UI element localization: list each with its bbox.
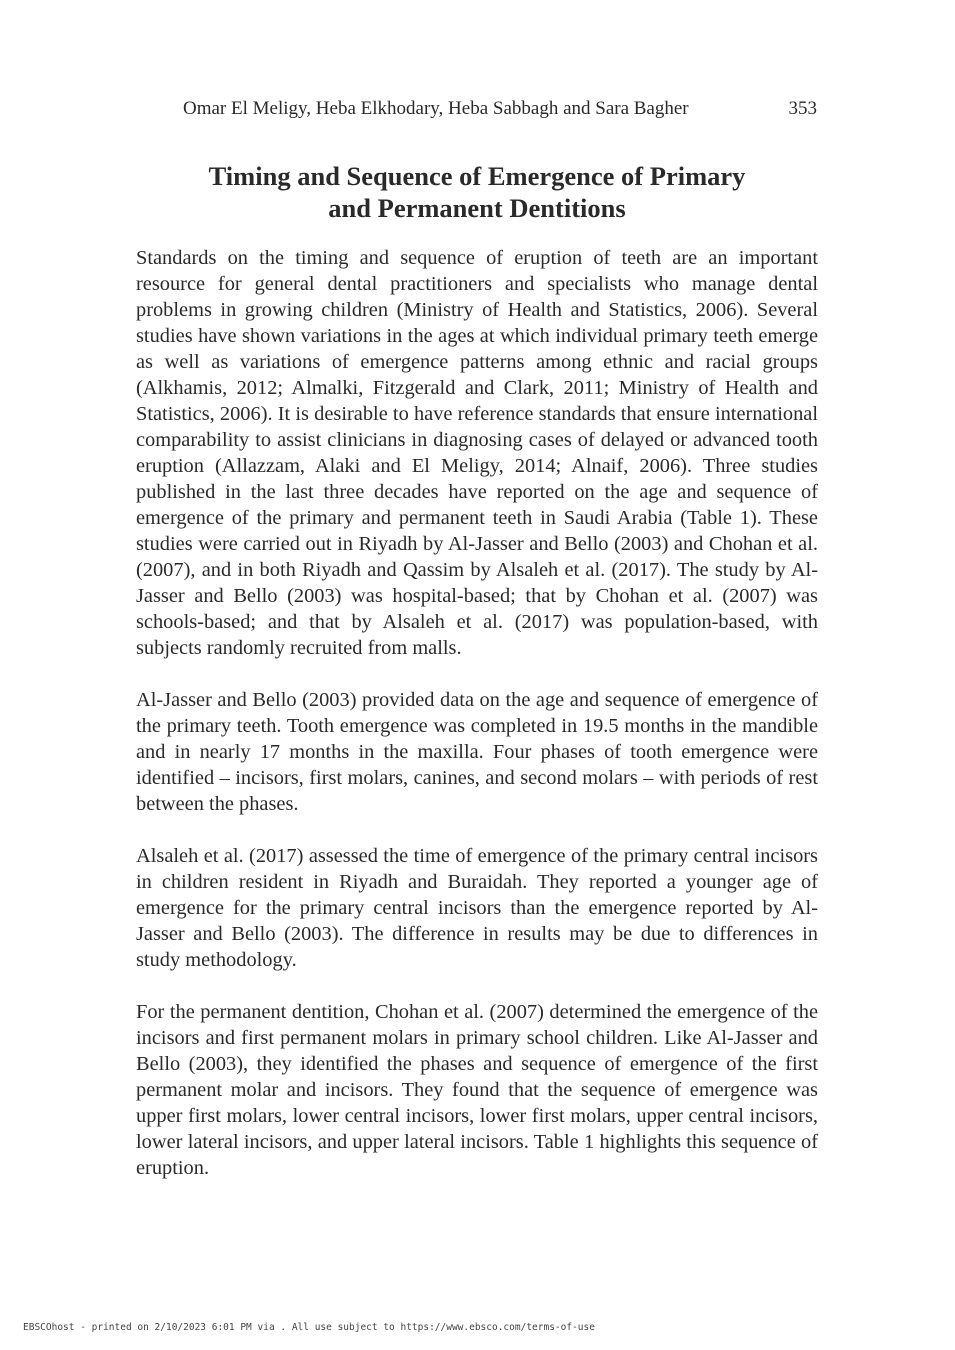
paragraph-2: Al-Jasser and Bello (2003) provided data on the age and sequence of emergence of the primary teeth. Tooth emergence was completed in 19.5 months in the mandible and in nearly 17 months in the maxilla. Four phases of tooth emergence were identified – incisors, first molars, canines, and second molars – with periods of rest between the phases. <box>136 689 818 815</box>
running-head-authors: Omar El Meligy, Heba Elkhodary, Heba Sabbagh and Sara Bagher <box>183 98 689 119</box>
section-title-line-1: Timing and Sequence of Emergence of Primary <box>208 161 746 191</box>
print-footer: EBSCOhost - printed on 2/10/2023 6:01 PM via . All use subject to https://www.ebsco.com/terms-of-use <box>23 1322 595 1333</box>
paragraph-3: Alsaleh et al. (2017) assessed the time of emergence of the primary central incisors in children resident in Riyadh and Buraidah. They reported a younger age of emergence for the primary central incisors than the emergence reported by Al-Jasser and Bello (2003). The difference in results may be due to differences in study methodology. <box>136 845 818 971</box>
body-text <box>136 245 818 1207</box>
page-number: 353 <box>788 98 817 119</box>
section-title-line-2: and Permanent Dentitions <box>328 193 626 223</box>
paragraph-1: Standards on the timing and sequence of eruption of teeth are an important resource for general dental practitioners and specialists who manage dental problems in growing children (Ministry of Health and Statistics, 2006). Several studies have shown variations in the ages at which individual primary teeth emerge as well as variations of emergence patterns among ethnic and racial groups (Alkhamis, 2012; Almalki, Fitzgerald and Clark, 2011; Ministry of Health and Statistics, 2006). It is desirable to have reference standards that ensure international comparability to assist clinicians in diagnosing cases of delayed or advanced tooth eruption (Allazzam, Alaki and El Meligy, 2014; Alnaif, 2006). Three studies published in the last three decades have reported on the age and sequence of emergence of the primary and permanent teeth in Saudi Arabia (Table 1). These studies were carried out in Riyadh by Al-Jasser and Bello (2003) and Chohan et al. (2007), and in both Riyadh and Qassim by Alsaleh et al. (2017). The study by Al-Jasser and Bello (2003) was hospital-based; that by Chohan et al. (2007) was schools-based; and that by Alsaleh et al. (2017) was population-based, with subjects randomly recruited from malls. <box>136 247 818 659</box>
paragraph-4: For the permanent dentition, Chohan et al. (2007) determined the emergence of the incisors and first permanent molars in primary school children. Like Al-Jasser and Bello (2003), they identified the phases and sequence of emergence of the first permanent molar and incisors. They found that the sequence of emergence was upper first molars, lower central incisors, lower first molars, upper central incisors, lower lateral incisors, and upper lateral incisors. Table 1 highlights this sequence of eruption. <box>136 1001 818 1179</box>
section-title <box>136 160 818 224</box>
